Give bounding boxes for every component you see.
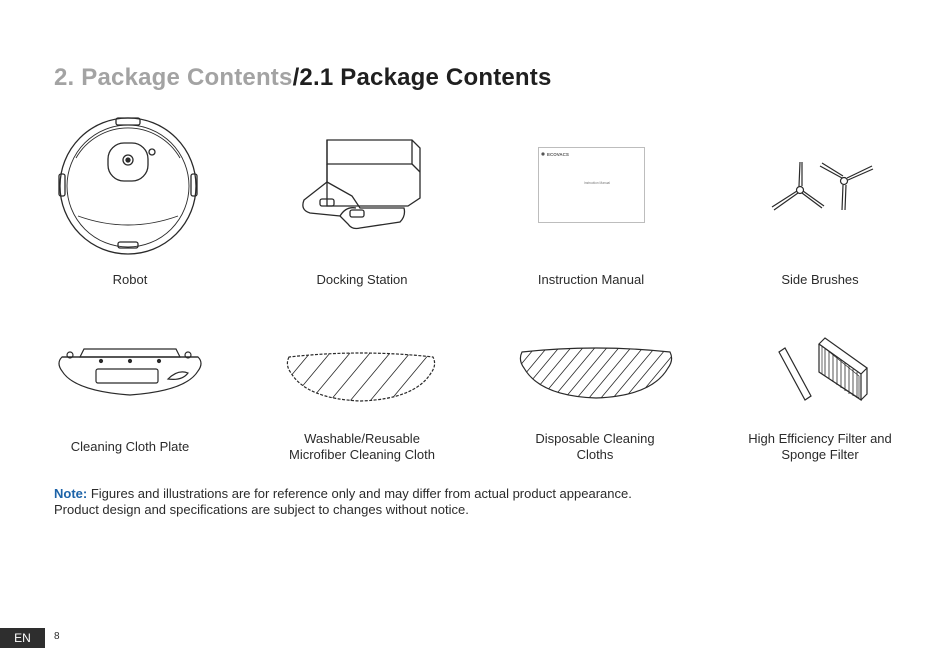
item-label-docking-station: Docking Station: [316, 272, 408, 287]
disposable-cloth-icon: [518, 344, 674, 400]
item-label-filters-line1: High Efficiency Filter and: [748, 431, 892, 446]
note-block: [54, 486, 632, 518]
manual-cover-title: Instruction Manual: [583, 181, 611, 185]
page-number: 8: [54, 631, 60, 642]
item-label-washable-cloth: [247, 431, 477, 463]
note-line-1: [54, 486, 632, 502]
item-label-robot: Robot: [112, 272, 148, 287]
docking-station-icon: [300, 136, 425, 236]
section-title: 2. Package Contents: [54, 64, 293, 91]
language-tag: EN: [0, 628, 45, 648]
instruction-manual-icon: [538, 147, 646, 223]
filter-icon: [775, 336, 870, 408]
washable-cloth-icon: [285, 347, 437, 403]
page-title: [54, 64, 552, 92]
item-label-filters-line2: Sponge Filter: [781, 447, 859, 462]
robot-icon: [56, 116, 201, 256]
item-label-disposable-cloths: [480, 431, 710, 463]
item-label-disposable-cloths-line2: Cloths: [576, 447, 614, 462]
item-label-disposable-cloths-line1: Disposable Cleaning: [535, 431, 655, 446]
note-label: Note:: [54, 486, 88, 501]
note-text-2: Product design and specifications are subject to changes without notice.: [54, 502, 469, 517]
subsection-title: /2.1 Package Contents: [292, 64, 552, 91]
item-label-washable-cloth-line2: Microfiber Cleaning Cloth: [289, 447, 435, 462]
item-label-filters: [705, 431, 935, 463]
item-label-instruction-manual: Instruction Manual: [537, 272, 645, 287]
item-label-cleaning-cloth-plate: Cleaning Cloth Plate: [70, 439, 190, 454]
cleaning-cloth-plate-icon: [56, 343, 204, 399]
item-label-washable-cloth-line1: Washable/Reusable: [304, 431, 420, 446]
manual-brand-text: ECOVACS: [547, 152, 569, 157]
side-brushes-icon: [768, 160, 878, 215]
note-text-1: Figures and illustrations are for reference only and may differ from actual product appearance.: [90, 486, 632, 501]
item-label-side-brushes: Side Brushes: [781, 272, 859, 287]
